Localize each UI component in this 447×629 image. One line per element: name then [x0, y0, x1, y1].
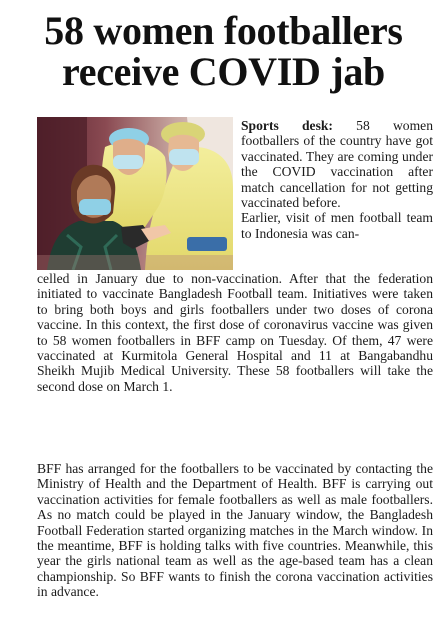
side-column	[241, 118, 433, 241]
headline-line-2: receive COVID jab	[62, 49, 385, 94]
paragraph-2: BFF has arranged for the footballers to be vaccinated by contacting the Ministry of Health and the Department of Health. BFF is carrying out vaccination activities for female footballers as well as male footballers. As no match could be played in the January window, the Bangladesh Football Federation started organizing matches in the March window. In the meantime, BFF is holding talks with five countries. Meanwhile, this year the girls national team as well as the age-based team has a clean championship. So BFF wants to finish the corona vaccination activities in advance.	[37, 461, 433, 600]
headline-line-1: 58 women footballers	[44, 8, 403, 53]
dateline: Sports desk:	[241, 118, 333, 133]
vaccination-photo	[37, 117, 233, 270]
paragraph-1-continued: celled in January due to non-vaccination. After that the federation initiated to vaccinate Bangladesh Football team. Initiatives were taken to bring both boys and girls footballers under two doses of corona vaccine. In this context, the first dose of coronavirus vaccine was given to 58 women footballers in BFF camp on Tuesday. Of them, 47 were vaccinated at Kurmitola General Hospital and 11 at Bangabandhu Sheikh Mujib Medical University. These 58 footballers will take the second dose on March 1.	[37, 271, 433, 394]
intro-text: 58 women footballers of the country have got vaccinated. They are coming under the COVID vaccination after match cancellation for not getting vaccinated before.	[241, 118, 433, 211]
headline	[0, 10, 447, 92]
paragraph-1-start: Earlier, visit of men football team to Indonesia was can-	[241, 210, 433, 241]
intro-paragraph	[241, 118, 433, 210]
